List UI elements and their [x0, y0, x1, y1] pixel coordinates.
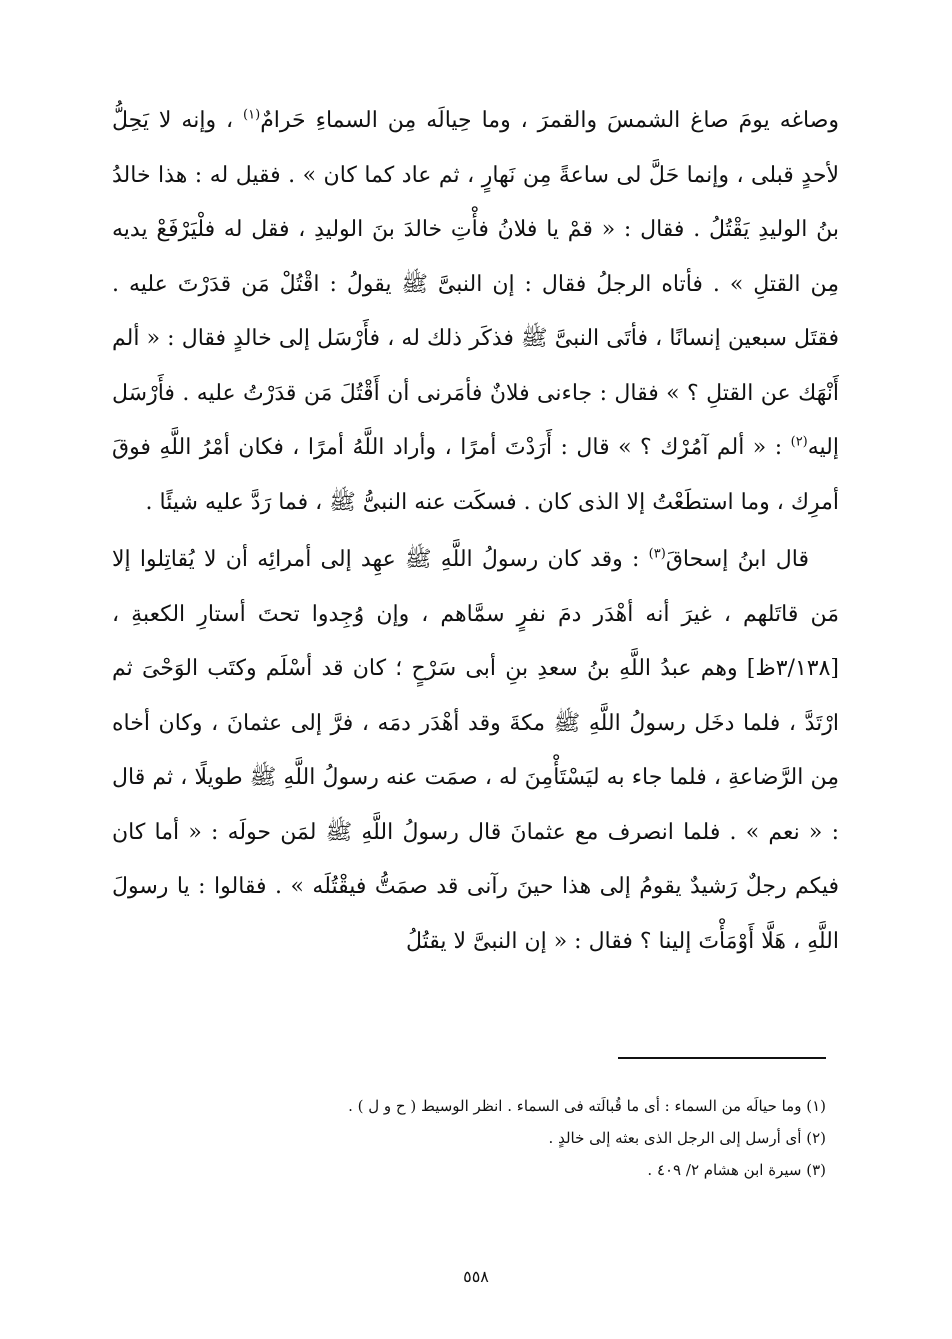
footnote-1: (١) وما حيالَه من السماء : أى ما قُبالَته فى السماء . انظر الوسيط ( ح و ل ) .: [348, 1097, 826, 1115]
paragraph-1: [112, 94, 839, 530]
paragraph-2-text-b: : وقد كان رسولُ اللَّهِ ﷺ عهِد إلى أمرائِه أن لا يُقاتِلوا إلا مَن قاتَلهم ، غيرَ أنه أهْدَر دمَ نفرٍ سمَّاهم ، وإن وُجِدوا تحتَ أستارِ الكعبةِ ، [٣/١٣٨ظ] وهم عبدُ اللَّهِ بنُ سعدِ بنِ أبى سَرْحٍ ؛ كان قد أسْلَم وكتَب الوَحْىَ ثم ارْتَدَّ ، فلما دخَل رسولُ اللَّهِ ﷺ مكةَ وقد أهْدَر دمَه ، فرَّ إلى عثمانَ ، وكان أخاه مِن الرَّضاعةِ ، فلما جاء به ليَسْتَأْمِنَ له ، صمَت عنه رسولُ اللَّهِ ﷺ طويلًا ، ثم قال : « نعم » . فلما انصرف مع عثمانَ قال رسولُ اللَّهِ ﷺ لمَن حولَه : « أما كان فيكم رجلٌ رَشيدٌ يقومُ إلى هذا حينَ رآنى قد صمَتُّ فيقْتُلَه » . فقالوا : يا رسولَ اللَّهِ ، هَلَّا أَوْمَأْتَ إلينا ؟ فقال : « إن النبىَّ لا يقتُلُ: [112, 547, 839, 954]
paragraph-1-text-c: : « ألم آمُرْك ؟ » قال : أَرَدْتَ أمرًا ، وأراد اللَّهُ أمرًا ، فكان أمْرُ اللَّهِ فوقَ أمرِك ، وما استطَعْتُ إلا الذى كان . فسكَت عنه النبىُّ ﷺ ، فما رَدَّ عليه شيئًا .: [112, 435, 839, 515]
paragraph-1-text-a: وصاغه يومَ صاغ الشمسَ والقمرَ ، وما حِيالَه مِن السماءِ حَرامٌ: [260, 108, 839, 133]
footnote-2: (٢) أى أرسل إلى الرجل الذى بعثه إلى خالدٍ .: [548, 1129, 826, 1147]
paragraph-2-text-a: قال ابنُ إسحاقَ: [665, 547, 809, 572]
footnotes: [112, 1090, 826, 1186]
paragraph-2: [112, 533, 839, 969]
paragraph-1-text-b: ، وإنه لا يَحِلُّ لأحدٍ قبلى ، وإنما حَلَّ لى ساعةً مِن نَهارٍ ، ثم عاد كما كان » . فقيل له : هذا خالدُ بنُ الوليدِ يَقْتُلُ . فقال : « قمْ يا فلانُ فأْتِ خالدَ بنَ الوليدِ ، فقل له فلْيَرْفَعْ يديه مِن القتلِ » . فأتاه الرجلُ فقال : إن النبىَّ ﷺ يقولُ : اقْتُلْ مَن قدَرْتَ عليه . فقتَل سبعين إنسانًا ، فأتَى النبىَّ ﷺ فذكَر ذلك له ، فأَرْسَل إلى خالدٍ فقال : « ألم أَنْهَك عن القتلِ ؟ » فقال : جاءنى فلانٌ فأمَرنى أن أَقْتُلَ مَن قدَرْتُ عليه . فأَرْسَل إليه: [112, 108, 839, 460]
footnote-ref-1: (١): [243, 107, 261, 123]
footnote-ref-3: (٣): [648, 546, 666, 562]
footnote-divider: [618, 1057, 826, 1059]
body-text: [112, 94, 839, 969]
footnote-3: (٣) سيرة ابن هشام ٢/ ٤٠٩ .: [647, 1161, 826, 1179]
page-number: ٥٥٨: [463, 1267, 489, 1286]
footnote-ref-2: (٢): [790, 434, 808, 450]
